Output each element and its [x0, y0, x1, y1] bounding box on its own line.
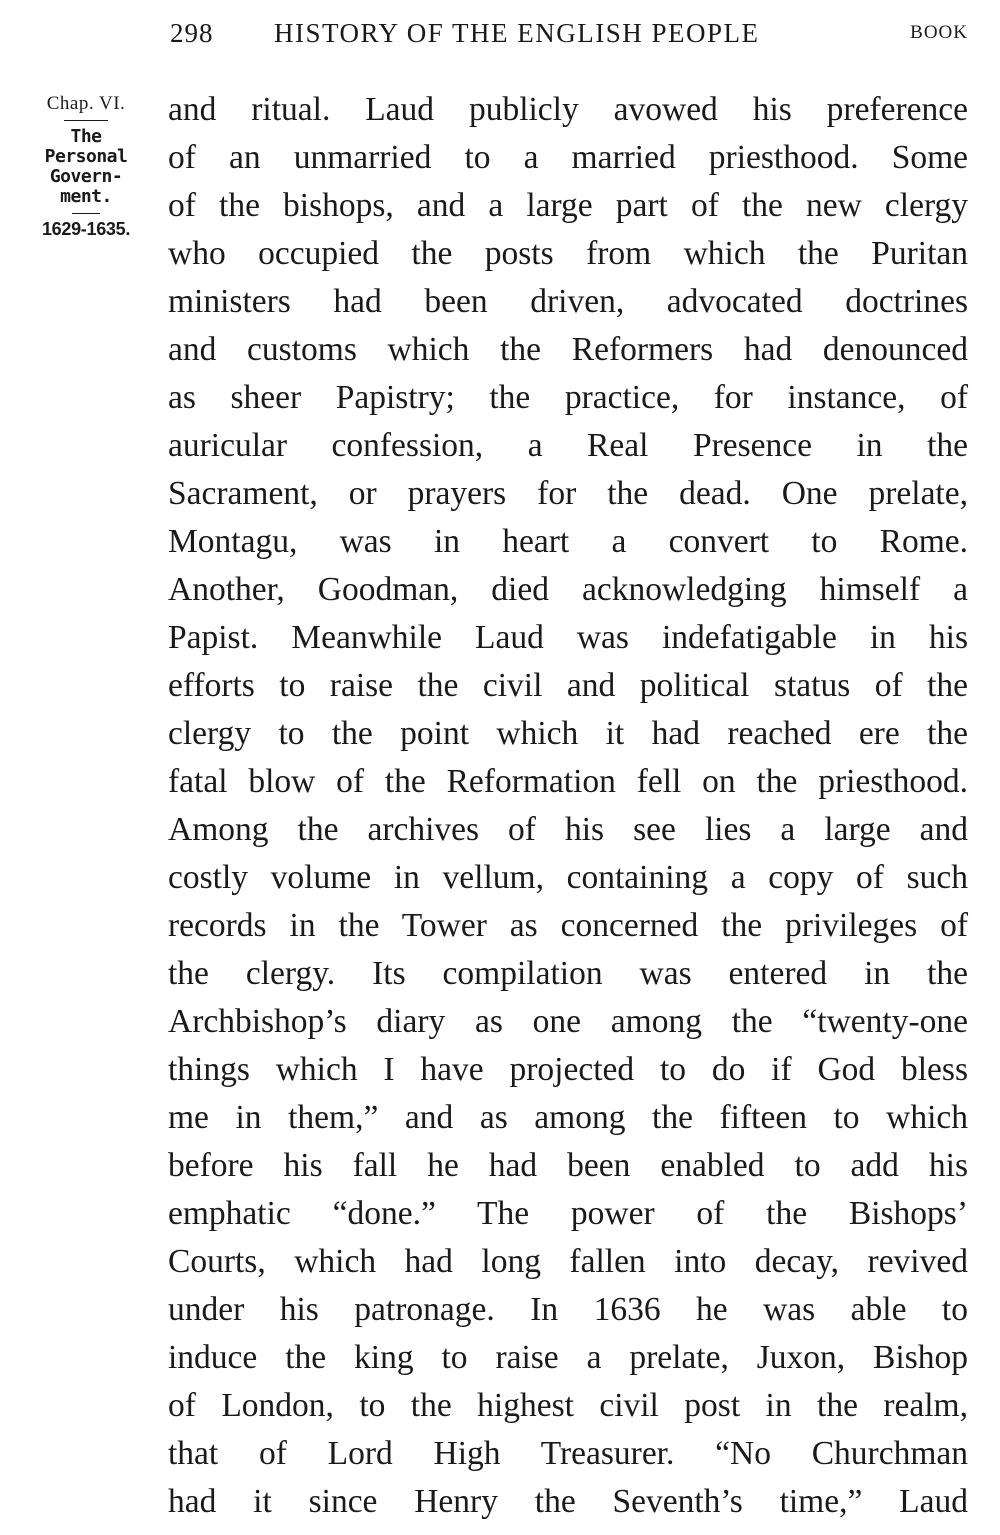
text-line: who occupied the posts from which the Puritan: [168, 235, 968, 272]
text-line: ministers had been driven, advocated doctrines: [168, 283, 968, 320]
text-line: me in them,” and as among the fifteen to which: [168, 1099, 968, 1136]
book-label: BOOK: [910, 22, 968, 43]
text-line: Sacrament, or prayers for the dead. One prelate,: [168, 475, 968, 512]
text-line: Papist. Meanwhile Laud was indefatigable in his: [168, 619, 968, 656]
text-line: Courts, which had long fallen into decay, revived: [168, 1243, 968, 1280]
text-line: costly volume in vellum, containing a copy of such: [168, 859, 968, 896]
text-line: of an unmarried to a married priesthood. Some: [168, 139, 968, 176]
text-line: and ritual. Laud publicly avowed his preference: [168, 91, 968, 128]
text-line: the clergy. Its compilation was entered in the: [168, 955, 968, 992]
text-line: had it since Henry the Seventh’s time,” Laud: [168, 1483, 968, 1520]
text-line: that of Lord High Treasurer. “No Churchman: [168, 1435, 968, 1472]
text-line: emphatic “done.” The power of the Bishops’: [168, 1195, 968, 1232]
text-line: Montagu, was in heart a convert to Rome.: [168, 523, 968, 560]
text-line: fatal blow of the Reformation fell on the priesthood.: [168, 763, 968, 800]
text-line: before his fall he had been enabled to add his: [168, 1147, 968, 1184]
text-line: under his patronage. In 1636 he was able to: [168, 1291, 968, 1328]
section-title-line: Govern-: [49, 166, 123, 187]
text-line: induce the king to raise a prelate, Juxon, Bishop: [168, 1339, 968, 1376]
margin-rule: [64, 120, 108, 121]
running-head: [170, 18, 970, 52]
body-text: [168, 86, 968, 1526]
book-title: HISTORY OF THE ENGLISH PEOPLE: [274, 18, 760, 48]
text-line: as sheer Papistry; the practice, for instance, of: [168, 379, 968, 416]
section-title-line: ment.: [60, 186, 112, 207]
text-line: Archbishop’s diary as one among the “twenty-one: [168, 1003, 968, 1040]
text-line: auricular confession, a Real Presence in the: [168, 427, 968, 464]
chapter-label: Chap. VI.: [46, 93, 126, 114]
text-line: Another, Goodman, died acknowledging himself a: [168, 571, 968, 608]
text-line: Among the archives of his see lies a large and: [168, 811, 968, 848]
section-title-line: Personal: [44, 146, 128, 167]
text-line: records in the Tower as concerned the privileges of: [168, 907, 968, 944]
text-line: clergy to the point which it had reached ere the: [168, 715, 968, 752]
text-line: efforts to raise the civil and political status of the: [168, 667, 968, 704]
text-line: of the bishops, and a large part of the new clergy: [168, 187, 968, 224]
page-number: 298: [170, 18, 214, 48]
margin-notes: [30, 92, 142, 240]
text-line: of London, to the highest civil post in the realm,: [168, 1387, 968, 1424]
section-title-line: The: [70, 126, 102, 147]
date-range: 1629-1635.: [41, 219, 131, 239]
text-line: things which I have projected to do if God bless: [168, 1051, 968, 1088]
text-line: and customs which the Reformers had denounced: [168, 331, 968, 368]
section-title: [30, 127, 142, 207]
margin-rule: [72, 213, 100, 214]
